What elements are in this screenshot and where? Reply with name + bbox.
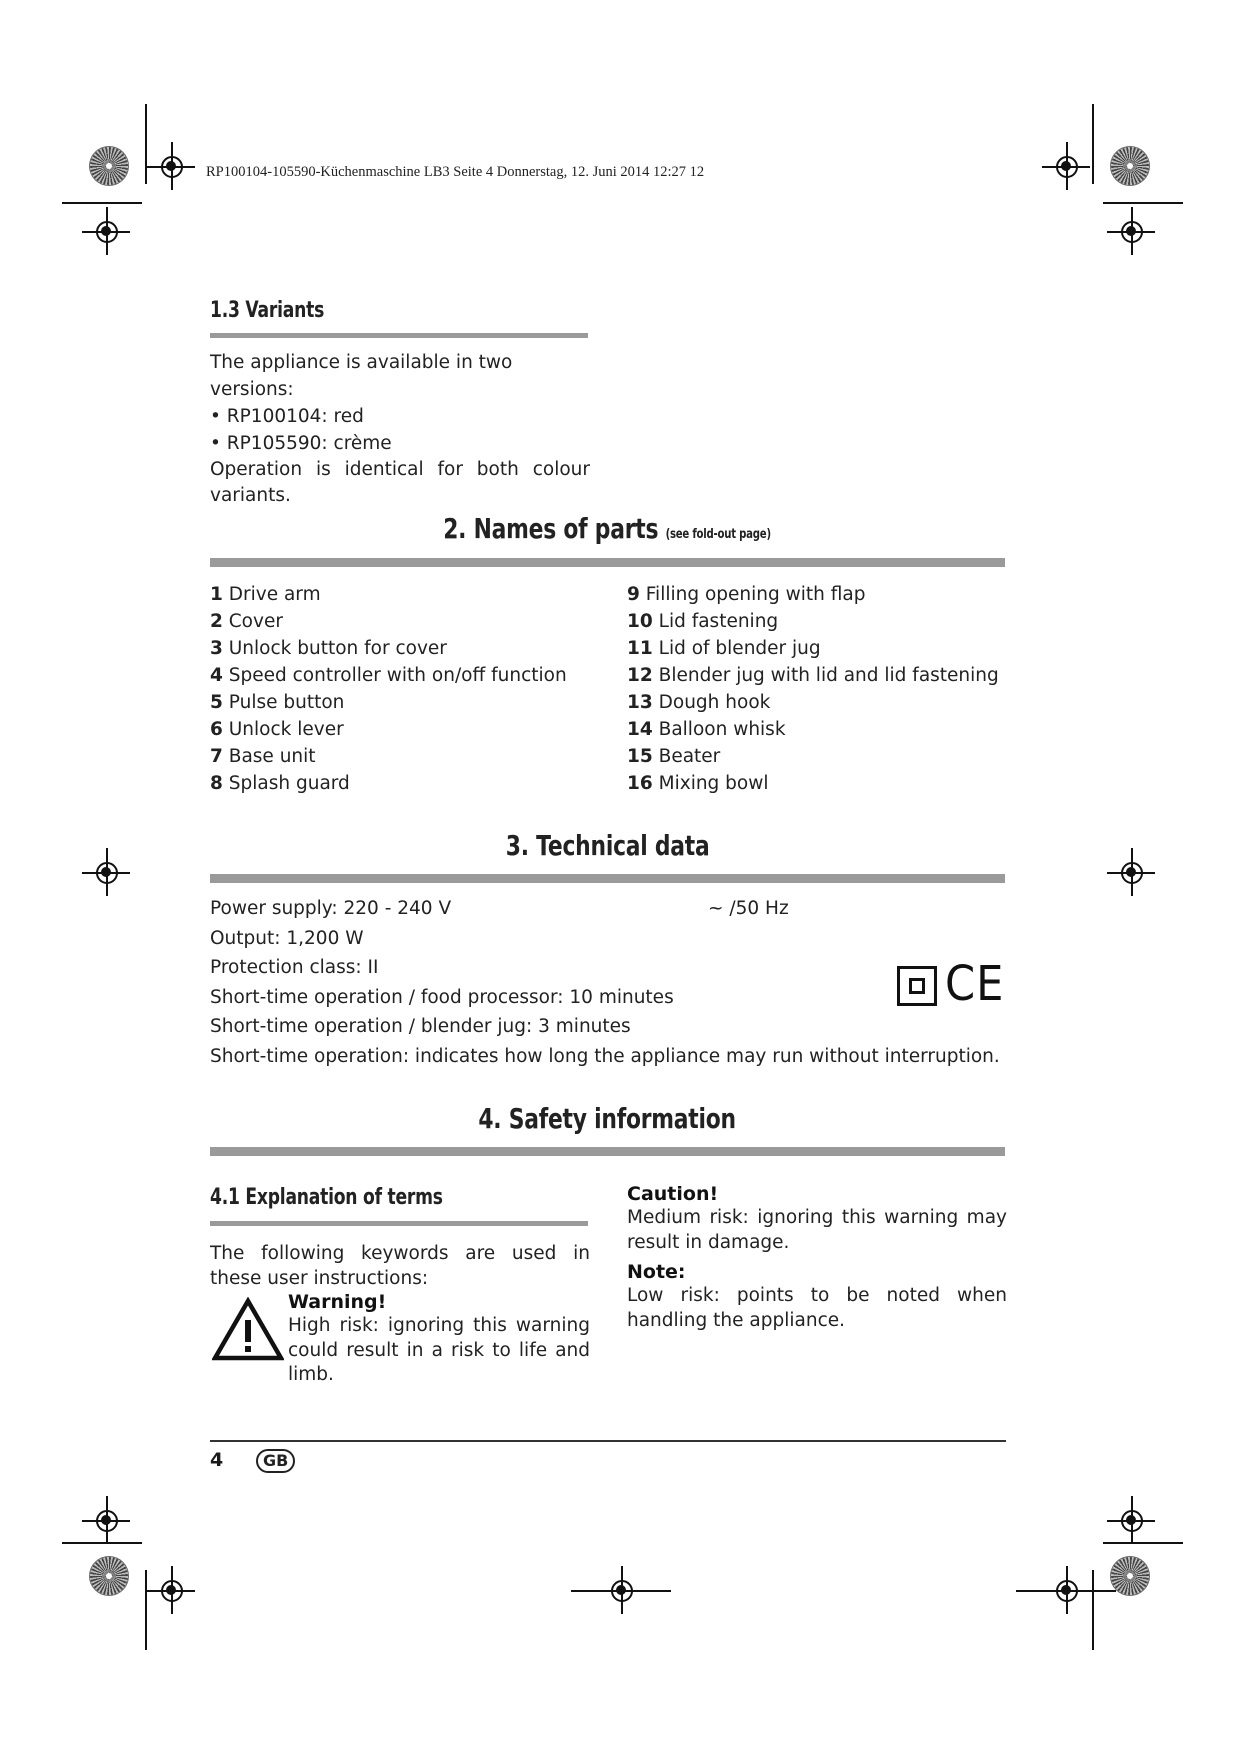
warning-text: High risk: ignoring this warning could result in a risk to life and limb.	[288, 1315, 590, 1385]
crop-line	[62, 202, 142, 204]
note-text: Low risk: points to be noted when handling the appliance.	[627, 1285, 1007, 1331]
crop-line	[1092, 104, 1094, 184]
parts-heading-note: (see fold-out page)	[666, 527, 772, 542]
power-supply-row	[210, 894, 1010, 924]
crop-line	[1103, 202, 1183, 204]
list-item: 10 Lid fastening	[627, 611, 779, 632]
power-supply: Power supply: 220 - 240 V	[210, 898, 452, 919]
heading-rule	[210, 558, 1005, 567]
heading-rule	[210, 333, 588, 338]
caution-title: Caution!	[627, 1183, 719, 1205]
list-item: 6 Unlock lever	[210, 719, 344, 740]
list-item: 4 Speed controller with on/off function	[210, 665, 567, 686]
list-item: 2 Cover	[210, 611, 283, 632]
heading-rule	[210, 1221, 588, 1226]
warning-title: Warning!	[288, 1291, 387, 1313]
footer-rule	[210, 1440, 1006, 1442]
terms-intro: The following keywords are used in these user instructions:	[210, 1243, 590, 1289]
print-header: RP100104-105590-Küchenmaschine LB3 Seite 4 Donnerstag, 12. Juni 2014 12:27 12	[206, 164, 705, 180]
color-rosette-icon	[1111, 1557, 1149, 1595]
page-number: 4	[210, 1449, 224, 1471]
variant-item: • RP100104: red	[210, 406, 364, 427]
list-item: 13 Dough hook	[627, 692, 771, 713]
heading-rule	[210, 1147, 1005, 1156]
technical-heading-wrap	[210, 829, 1005, 862]
terms-heading: 4.1 Explanation of terms	[210, 1185, 443, 1210]
parts-list-left	[210, 581, 610, 797]
crop-line	[1092, 1570, 1094, 1650]
variants-note: Operation is identical for both colour variants.	[210, 459, 590, 506]
warning-block	[288, 1290, 590, 1388]
note-block	[627, 1260, 1007, 1333]
list-item: 9 Filling opening with flap	[627, 584, 866, 605]
color-rosette-icon	[1111, 147, 1149, 185]
crop-line	[145, 104, 147, 184]
caution-text: Medium risk: ignoring this warning may result in damage.	[627, 1207, 1007, 1253]
list-item: 14 Balloon whisk	[627, 719, 786, 740]
operation-blender-jug: Short-time operation / blender jug: 3 minutes	[210, 1016, 631, 1037]
operation-explanation: Short-time operation: indicates how long the appliance may run without interruption.	[210, 1045, 1000, 1067]
crop-line	[1103, 1542, 1183, 1544]
operation-food-processor: Short-time operation / food processor: 10 minutes	[210, 986, 674, 1008]
technical-section	[210, 894, 1010, 1071]
list-item: 11 Lid of blender jug	[627, 638, 821, 659]
parts-heading-wrap	[210, 512, 1005, 545]
variant-item: • RP105590: crème	[210, 433, 392, 454]
variants-heading: 1.3 Variants	[210, 298, 325, 323]
color-rosette-icon	[90, 147, 128, 185]
parts-heading-text: 2. Names of parts	[443, 512, 659, 545]
protection-class: Protection class: II	[210, 957, 379, 978]
variants-intro: The appliance is available in two versions:	[210, 352, 513, 400]
crop-line	[145, 1570, 147, 1650]
technical-heading: 3. Technical data	[505, 829, 710, 862]
heading-rule	[210, 874, 1005, 883]
parts-list-right	[627, 581, 1007, 797]
list-item: 16 Mixing bowl	[627, 773, 769, 794]
note-title: Note:	[627, 1261, 686, 1283]
parts-heading	[444, 512, 772, 545]
warning-triangle-icon	[212, 1297, 284, 1361]
safety-heading: 4. Safety information	[478, 1102, 737, 1135]
list-item: 8 Splash guard	[210, 773, 350, 794]
list-item: 7 Base unit	[210, 746, 316, 767]
list-item: 5 Pulse button	[210, 692, 345, 713]
list-item: 1 Drive arm	[210, 584, 321, 605]
caution-block	[627, 1182, 1007, 1255]
list-item: 12 Blender jug with lid and lid fastening	[627, 665, 999, 686]
safety-heading-wrap	[210, 1102, 1005, 1135]
crop-line	[62, 1542, 142, 1544]
ce-mark-icon: CE	[945, 956, 1005, 1012]
protection-class-icon	[897, 966, 937, 1006]
color-rosette-icon	[90, 1557, 128, 1595]
list-item: 3 Unlock button for cover	[210, 638, 447, 659]
list-item: 15 Beater	[627, 746, 721, 767]
output: Output: 1,200 W	[210, 927, 364, 949]
variants-section	[210, 349, 590, 509]
country-badge: GB	[256, 1449, 295, 1473]
frequency: ~ /50 Hz	[708, 898, 789, 919]
